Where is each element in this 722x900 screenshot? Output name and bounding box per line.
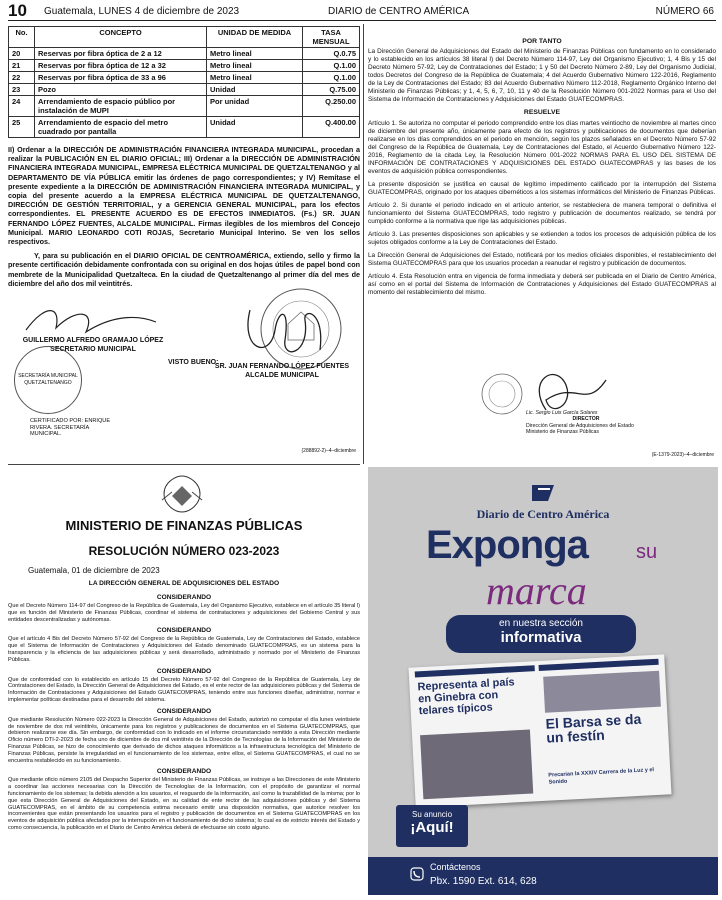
resuelve-heading: RESUELVE bbox=[523, 109, 561, 116]
secretary-signature bbox=[16, 298, 166, 338]
ad-badge-line2: ¡Aquí! bbox=[410, 819, 454, 836]
table-row bbox=[9, 48, 360, 60]
publication-name: DIARIO de CENTRO AMÉRICA bbox=[328, 6, 470, 17]
cell-unit: Metro lineal bbox=[207, 72, 303, 84]
director-name: Lic. Sergio Luis García Solares bbox=[526, 410, 598, 416]
issue-number: NÚMERO 66 bbox=[655, 6, 714, 17]
coat-of-arms-icon bbox=[158, 474, 206, 514]
resolution-continuation-section bbox=[368, 38, 716, 458]
considerando-heading: CONSIDERANDO bbox=[156, 667, 212, 675]
resolution-intro: La Dirección General de Adquisiciones del Estado del Ministerio de Finanzas Públicas con fundamento en lo considerado y lo establecido en los artículos 38 literal l) del Decreto Número 114-97, Ley del Organismo Ejecutivo; 1, 4 Bis y 15 del Decreto Número 57-92, Ley de Contrataciones del Estado; 1 y 50 del Decreto Número 2-89, Ley del Organismo Judicial, todos Decretos del Congreso de la República de Guatemala; 4 del Acuerdo Gubernativo Número 122-2016, Reglamento de la Ley de Contrataciones del Estado; 83 del Acuerdo Gubernativo Número 112-2018, Reglamento Orgánico Interno del Ministerio de Finanzas Públicas; y 1, 4, 5, 6, 7, 10, 11 y 40 de la Resolución Número 001-2022 Normas para el Uso del Sistema de Información de Contrataciones y Adquisiciones del Estado GUATECOMPRAS. bbox=[368, 48, 716, 103]
article-3: Artículo 3. Las presentes disposiciones son aplicables y se extienden a todos los procesos de adquisición pública de los sujetos obligados conforme a la Ley de Contrataciones del Estado. bbox=[368, 231, 716, 246]
rates-table bbox=[8, 26, 360, 138]
table-row bbox=[9, 117, 360, 138]
considerando-heading: CONSIDERANDO bbox=[156, 768, 212, 776]
mock-headline-c: Precarian la XXXIV Carrera de la Luz y el Sonido bbox=[548, 767, 655, 786]
article-1-justification: La presente disposición se justifica en causal de legítimo impedimento calificado por la interrupción del Sistema GUATECOMPRAS, originado por los ataques cibernéticos a los sistemas informáticos del Ministerio de Finanzas Públicas. bbox=[368, 181, 716, 196]
finance-ministry-resolution bbox=[8, 470, 360, 896]
section-divider bbox=[8, 464, 360, 465]
diario-logo-icon bbox=[528, 481, 558, 505]
cell-no: 20 bbox=[9, 48, 35, 60]
publication-reference: (288892-2)–4–diciembre bbox=[301, 448, 356, 454]
considerando-heading: CONSIDERANDO bbox=[156, 594, 212, 601]
considerando-3: Que de conformidad con lo establecido en artículo 15 del Decreto Número 57-92 del Congreso de la República de Guatemala, Ley de Contrataciones del Estado, la Dirección General de Adquisiciones del Estado, es el ente rector de las adquisiciones públicas y del Sistema de Información de Contrataciones y Adquisiciones del Estado GUATECOMPRAS, teniendo entre sus funciones diseñar, administrar, normar e implementar políticas destinadas para el desarrollo del sistema. bbox=[8, 676, 360, 703]
cell-unit: Unidad bbox=[207, 117, 303, 138]
column-divider bbox=[363, 24, 364, 464]
ad-contact-bar bbox=[368, 857, 718, 895]
cell-rate: Q.0.75 bbox=[303, 48, 360, 60]
mock-headline-a: Representa al país en Ginebra con telares típicos bbox=[417, 676, 515, 718]
ministry-seal-icon bbox=[480, 372, 524, 416]
ad-headline-exponga: Exponga bbox=[426, 523, 588, 567]
mock-headline-b: El Barsa se da un festín bbox=[545, 710, 642, 746]
considerando-heading: CONSIDERANDO bbox=[156, 627, 212, 635]
cell-no: 25 bbox=[9, 117, 35, 138]
table-row bbox=[9, 60, 360, 72]
mayor-name: SR. JUAN FERNANDO LÓPEZ FUENTES bbox=[214, 363, 350, 370]
ad-pill bbox=[446, 615, 636, 653]
article-2: Artículo 2. Si durante el periodo indicado en el artículo anterior, se restableciera de manera temporal o definitiva el funcionamiento del Sistema GUATECOMPRAS, todo registro y publicación de documentos realizado, se tendrá por cumplido conforme a la normativa que rige las adquisiciones públicas. bbox=[368, 202, 716, 225]
table-row bbox=[9, 84, 360, 96]
cell-no: 22 bbox=[9, 72, 35, 84]
ad-pill-line1: en nuestra sección bbox=[499, 618, 583, 629]
table-header-row bbox=[9, 27, 360, 48]
signature-area bbox=[8, 298, 360, 462]
agency-line: LA DIRECCIÓN GENERAL DE ADQUISICIONES DEL ESTADO bbox=[88, 580, 280, 587]
ad-pill-line2: informativa bbox=[500, 629, 582, 646]
cell-concept: Reservas por fibra óptica de 12 a 32 bbox=[35, 60, 207, 72]
cell-unit: Por unidad bbox=[207, 96, 303, 117]
director-title: DIRECTOR bbox=[572, 416, 600, 423]
cell-concept: Arrendamiento de espacio público por instalación de MUPI bbox=[35, 96, 207, 117]
phone-icon bbox=[410, 867, 424, 881]
secretary-seal-text: SECRETARÍA MUNICIPAL QUETZALTENANGO bbox=[18, 373, 78, 386]
page-header bbox=[8, 2, 716, 21]
ministry-title: MINISTERIO DE FINANZAS PÚBLICAS bbox=[65, 518, 303, 533]
cell-no: 23 bbox=[9, 84, 35, 96]
certification-paragraph: Y, para su publicación en el DIARIO OFICIAL DE CENTROAMÉRICA, extiendo, sello y firmo la presente certificación debidamente confrontada con su original en dos hojas útiles de papel bond con membrete de la Municipalidad Quetzalteca. En la ciudad de Quetzaltenango al primer día del mes de diciembre del año dos mil veintitrés. bbox=[8, 251, 360, 288]
cell-rate: Q.250.00 bbox=[303, 96, 360, 117]
considerando-1: Que el Decreto Número 114-97 del Congreso de la República de Guatemala, Ley del Organismo Ejecutivo, establece en el artículo 35 literal l) que es función del Ministerio de Finanzas Públicas, coordinar el sistema de contrataciones y adquisiciones del Gobierno Central y sus entidades descentralizadas y autónomas. bbox=[8, 603, 360, 623]
secretary-title: SECRETARIO MUNICIPAL bbox=[50, 346, 136, 353]
col-header-no: No. bbox=[9, 27, 35, 48]
cell-rate: Q.1.00 bbox=[303, 72, 360, 84]
cell-rate: Q.75.00 bbox=[303, 84, 360, 96]
resolution-date: Guatemala, 01 de diciembre de 2023 bbox=[28, 566, 160, 575]
page-number: 10 bbox=[8, 1, 27, 20]
director-organization: Dirección General de Adquisiciones del Estado Ministerio de Finanzas Públicas bbox=[526, 422, 634, 436]
article-1: Artículo 1. Se autoriza no computar el periodo comprendido entre los días martes veintiocho de noviembre al martes cinco de diciembre del presente año, únicamente para efecto de los registros y publicaciones de documentos que deberían realizarse en los días comprendidos en el periodo en mención, según los plazos señalados en el Decreto Número 57-92 del Congreso de la República de Guatemala, Ley de Contrataciones del Estado, el Acuerdo Gubernativo Número 122-2016, Reglamento de la citada Ley, la Resolución Número 001-2022 NORMAS PARA EL USO DEL SISTEMA DE INFORMACIÓN DE CONTRATACIONES Y ADQUISICIONES DEL ESTADO GUATECOMPRAS y las bases de los eventos de adquisición pública correspondientes. bbox=[368, 120, 716, 175]
mayor-signature bbox=[230, 300, 340, 370]
ad-brand: Diario de Centro América bbox=[476, 507, 610, 521]
agreement-paragraph: II) Ordenar a la DIRECCIÓN DE ADMINISTRACIÓN FINANCIERA INTEGRADA MUNICIPAL, procedan a realizar la PUBLICACIÓN EN EL DIARIO OFICIAL; III) Ordenar a la DIRECCIÓN DE ADMINISTRACIÓN FINANCIERA INTEGRADA MUNICIPAL, EMPRESA ELÉCTRICA MUNICIPAL DE QUETZALTENANGO y al DEPARTAMENTO DE VÍA PÚBLICA emitir las órdenes de pago correspondientes; y IV) Remítase el presente expediente a la DIRECCIÓN DE ADMINISTRACIÓN FINANCIERA INTEGRADA MUNICIPAL, y copia del presente acuerdo a la EMPRESA ELÉCTRICA MUNICIPAL DE QUETZALTENANGO, DIRECCIÓN DE GESTIÓN TERRITORIAL, y a GERENCIA GENERAL MUNICIPAL, para los efectos correspondientes. EL PRESENTE ACUERDO ES DE EFECTOS INMEDIATOS. (Fs.) SR. JUAN FERNANDO LÓPEZ FUENTES, ALCALDE MUNICIPAL. Firmas ilegibles de los miembros del Concejo Municipal. MARIO LEONARDO COTI ROJAS, Secretario Municipal Interino. Se ven los sellos respectivos. bbox=[8, 145, 360, 247]
cell-concept: Pozo bbox=[35, 84, 207, 96]
ad-headline-su: su bbox=[636, 541, 658, 563]
cell-concept: Reservas por fibra óptica de 33 a 96 bbox=[35, 72, 207, 84]
cell-rate: Q.400.00 bbox=[303, 117, 360, 138]
mock-masthead bbox=[539, 659, 659, 671]
cell-unit: Metro lineal bbox=[207, 60, 303, 72]
table-row bbox=[9, 72, 360, 84]
por-tanto-heading: POR TANTO bbox=[522, 38, 562, 45]
cell-concept: Arrendamiento de espacio del metro cuadrado por pantalla bbox=[35, 117, 207, 138]
article-3-notice: La Dirección General de Adquisiciones del Estado, notificará por los medios oficiales disponibles, el restablecimiento del Sistema GUATECOMPRAS para que los usuarios procedan a reanudar el registro y publicación de documentos. bbox=[368, 252, 716, 267]
considerando-heading: CONSIDERANDO bbox=[156, 707, 212, 715]
considerando-5: Que mediante oficio número 2105 del Despacho Superior del Ministerio de Finanzas Públicas, se instruye a las Direcciones de este Ministerio a coordinar las acciones necesarias con la Dirección de Tecnologías de la Información, con el propósito de garantizar el normal funcionamiento de los sistemas; la debida atención a los usuarios, el resguardo de la información, así como la trazabilidad de la misma; por lo que esta Dirección General de Adquisiciones del Estado, en su calidad de ente rector de las adquisiciones públicas y del Sistema GUATECOMPRAS, en el ámbito de su competencia estima necesario emitir una disposición normativa, que autorice resolver los inconvenientes que están presentando los usuarios para el registro y publicación de documentos en el Sistema GUATECOMPRAS en los eventos de adquisición pública afectados por la interrupción en el funcionamiento de dicho sistema; lo cual es de estricto interés del Estado y como consecuencia, la publicación en el Diario de Centro América deberá de efectuarse sin costo alguno. bbox=[8, 777, 360, 831]
cell-unit: Metro lineal bbox=[207, 48, 303, 60]
mock-photo bbox=[543, 671, 661, 713]
cell-rate: Q.1.00 bbox=[303, 60, 360, 72]
advertisement-panel bbox=[368, 467, 718, 895]
cell-unit: Unidad bbox=[207, 84, 303, 96]
municipal-agreement-section bbox=[8, 26, 360, 462]
col-header-unit: UNIDAD DE MEDIDA bbox=[207, 27, 303, 48]
publication-reference: (E-1379-2023)–4–diciembre bbox=[651, 452, 714, 458]
secretary-seal-icon bbox=[14, 346, 82, 414]
ad-badge bbox=[396, 805, 468, 847]
certified-stamp: CERTIFICADO POR: ENRIQUE RIVERA. SECRETARÍA MUNICIPAL. bbox=[30, 418, 111, 438]
col-header-concept: CONCEPTO bbox=[35, 27, 207, 48]
article-4: Artículo 4. Esta Resolución entra en vigencia de forma inmediata y deberá ser publicada en el Diario de Centro América, así como en el portal del Sistema de Información de Contrataciones y Adquisiciones del Estado GUATECOMPRAS al momento del restablecimiento del mismo. bbox=[368, 273, 716, 296]
mock-photo bbox=[420, 730, 533, 800]
ad-headline-marca: marca bbox=[486, 568, 587, 613]
resolution-title: RESOLUCIÓN NÚMERO 023-2023 bbox=[88, 544, 280, 558]
cell-no: 24 bbox=[9, 96, 35, 117]
newspaper-mockup bbox=[409, 654, 672, 807]
table-row bbox=[9, 96, 360, 117]
mayor-title: ALCALDE MUNICIPAL bbox=[245, 372, 319, 379]
secretary-name: GUILLERMO ALFREDO GRAMAJO LÓPEZ bbox=[22, 337, 164, 344]
considerando-4: Que mediante Resolución Número 022-2023 la Dirección General de Adquisiciones del Estado, autorizó no computar el día lunes veintisiete de noviembre de dos mil veintitrés, únicamente para los registros y publicaciones de documentos en el Sistema GUATECOMPRAS, que debieron realizarse ese día. Sin embargo, de conformidad con lo indicado en el informe circunstanciado remitido a esta Dirección mediante Oficio número DTI-2-2023 de fecha uno de diciembre de dos mil veintitrés de la Dirección de Tecnologías de la Información del Ministerio de Finanzas Públicas, se hizo de conocimiento que derivado de dichos ataques informáticos a la infraestructura tecnológica del Ministerio de Finanzas Públicas, persiste la irregularidad en el funcionamiento de los sistemas, entre ellos, el Sistema GUATECOMPRAS, el cual no se encuentra restablecido en su funcionamiento. bbox=[8, 716, 360, 764]
ad-contact-phone: Pbx. 1590 Ext. 614, 628 bbox=[430, 876, 537, 887]
col-header-rate: TASA MENSUAL bbox=[303, 27, 360, 48]
ad-badge-line1: Su anuncio bbox=[411, 810, 453, 819]
date-line: Guatemala, LUNES 4 de diciembre de 2023 bbox=[44, 6, 240, 17]
cell-concept: Reservas por fibra óptica de 2 a 12 bbox=[35, 48, 207, 60]
considerando-2: Que el artículo 4 Bis del Decreto Número 57-92 del Congreso de la República de Guatemala, Ley de Contrataciones del Estado, establece que el Sistema de Información de Contrataciones y Adquisiciones del Estado denominado GUATECOMPRAS, es un sistema para la transparencia y la eficiencia de las adquisiciones públicas y será desarrollado, administrado y normado por el Ministerio de Finanzas Públicas. bbox=[8, 636, 360, 663]
cell-no: 21 bbox=[9, 60, 35, 72]
ad-contact-label: Contáctenos bbox=[430, 862, 481, 872]
visto-bueno-label: VISTO BUENO: bbox=[168, 359, 219, 366]
